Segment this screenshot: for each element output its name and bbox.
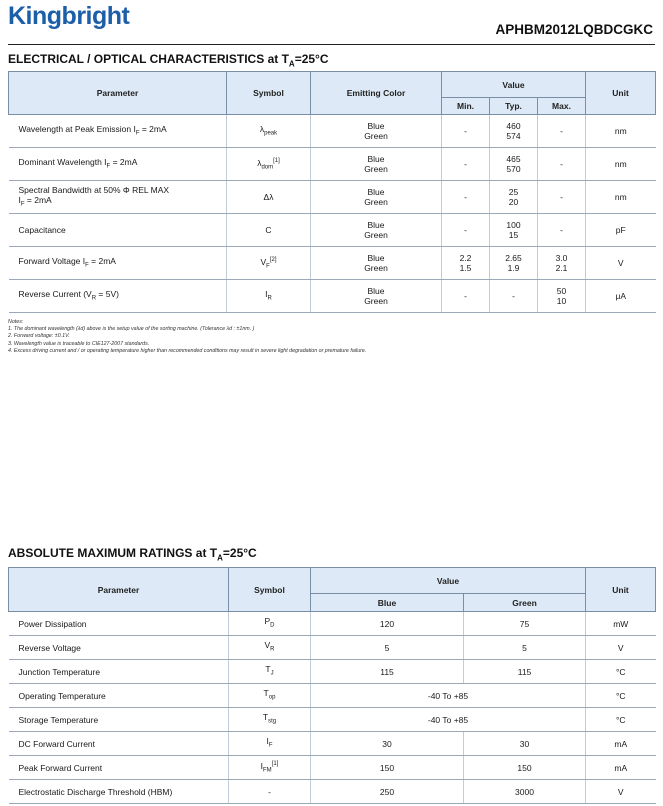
typ-cell bbox=[490, 115, 538, 148]
parameter-subscript: R bbox=[91, 295, 97, 302]
emitting-color-cell bbox=[311, 115, 442, 148]
color-blue: Blue bbox=[367, 154, 385, 164]
table-row bbox=[9, 612, 656, 636]
symbol-text: λ bbox=[259, 123, 265, 134]
electrical-characteristics-table bbox=[8, 71, 656, 313]
header-typ: Typ. bbox=[490, 98, 538, 115]
max-cell bbox=[538, 214, 586, 247]
unit-cell: nm bbox=[586, 148, 656, 181]
max-cell bbox=[538, 280, 586, 313]
unit-cell: nm bbox=[586, 181, 656, 214]
emitting-color-cell bbox=[311, 181, 442, 214]
unit-cell: mA bbox=[586, 732, 656, 756]
unit-cell: V bbox=[586, 636, 656, 660]
value-cell-merged: -40 To +85 bbox=[311, 684, 586, 708]
unit-cell: V bbox=[586, 247, 656, 280]
table-row bbox=[9, 148, 656, 181]
symbol-cell bbox=[227, 148, 311, 181]
min-value-2: 1.5 bbox=[459, 263, 472, 273]
symbol-text: - bbox=[268, 786, 271, 797]
parameter-text: Dominant Wavelength I bbox=[18, 156, 107, 167]
parameter-tail: = 5V) bbox=[96, 288, 119, 299]
parameter-cell: Reverse Voltage bbox=[9, 636, 229, 660]
table-row bbox=[9, 732, 656, 756]
max-cell bbox=[538, 181, 586, 214]
parameter-tail: = 2mA bbox=[139, 123, 167, 134]
symbol-footnote: [2] bbox=[269, 256, 277, 263]
typ-cell bbox=[490, 280, 538, 313]
header-emitting-color: Emitting Color bbox=[311, 72, 442, 115]
note-line: 2. Forward voltage: ±0.1V. bbox=[8, 333, 70, 340]
kingbright-logo: Kingbright bbox=[8, 2, 130, 30]
parameter-subscript: F bbox=[106, 163, 111, 170]
green-value-cell: 75 bbox=[464, 612, 586, 636]
max-value-1: - bbox=[560, 159, 563, 169]
symbol-cell bbox=[229, 612, 311, 636]
unit-cell: °C bbox=[586, 660, 656, 684]
symbol-text: V bbox=[260, 256, 267, 267]
unit-cell: μA bbox=[586, 280, 656, 313]
table-row bbox=[9, 115, 656, 148]
emitting-color-cell bbox=[311, 148, 442, 181]
max-value-2: 10 bbox=[556, 296, 567, 306]
symbol-cell bbox=[229, 780, 311, 804]
unit-cell: nm bbox=[586, 115, 656, 148]
parameter-cell: Peak Forward Current bbox=[9, 756, 229, 780]
parameter-cell: Operating Temperature bbox=[9, 684, 229, 708]
parameter-tail: = 2mA bbox=[110, 156, 138, 167]
green-value-cell: 5 bbox=[464, 636, 586, 660]
unit-cell: mW bbox=[586, 612, 656, 636]
parameter-subscript: F bbox=[85, 262, 89, 269]
parameter-cell bbox=[9, 115, 227, 148]
parameter-cell: Electrostatic Discharge Threshold (HBM) bbox=[9, 780, 229, 804]
typ-value-2: 570 bbox=[506, 164, 521, 174]
electrical-section-title: ELECTRICAL / OPTICAL CHARACTERISTICS at $T_A=25^\circ C$ bbox=[8, 52, 329, 69]
max-value-1: 3.0 bbox=[555, 253, 568, 263]
min-value-1: - bbox=[464, 126, 467, 136]
symbol-cell bbox=[227, 280, 311, 313]
parameter-text: Wavelength at Peak Emission I bbox=[18, 123, 136, 134]
max-value-1: 50 bbox=[556, 286, 567, 296]
note-line: 3. Wavelength value is traceable to CIE127-2007 standards. bbox=[8, 340, 150, 347]
typ-value-1: - bbox=[512, 291, 515, 301]
symbol-text: C bbox=[265, 225, 272, 235]
symbol-text: T bbox=[262, 712, 269, 723]
color-blue: Blue bbox=[367, 253, 385, 263]
value-cell-merged: -40 To +85 bbox=[311, 708, 586, 732]
color-blue: Blue bbox=[367, 286, 385, 296]
emitting-color-cell bbox=[311, 280, 442, 313]
blue-value-cell: 5 bbox=[311, 636, 464, 660]
symbol-subscript: J bbox=[270, 670, 274, 677]
symbol-subscript: R bbox=[270, 646, 275, 653]
abs-header-parameter: Parameter bbox=[9, 568, 229, 612]
min-value-1: 2.2 bbox=[459, 253, 472, 263]
symbol-cell bbox=[227, 247, 311, 280]
typ-cell bbox=[490, 214, 538, 247]
header-parameter: Parameter bbox=[9, 72, 227, 115]
parameter-text: Spectral Bandwidth at 50% Φ REL MAX bbox=[18, 184, 170, 195]
typ-value-1: 465 bbox=[506, 154, 521, 164]
note-line: Notes: bbox=[8, 319, 24, 325]
table-row bbox=[9, 708, 656, 732]
unit-cell: V bbox=[586, 780, 656, 804]
table-row bbox=[9, 660, 656, 684]
max-cell bbox=[538, 247, 586, 280]
color-green: Green bbox=[364, 164, 388, 174]
typ-cell bbox=[490, 247, 538, 280]
typ-cell bbox=[490, 181, 538, 214]
symbol-subscript: stg bbox=[268, 718, 277, 725]
note-line: 1. The dominant wavelength (λd) above is the setup value of the sorting machine. (Tolerance λd : ±1nm. ) bbox=[8, 326, 255, 333]
green-value-cell: 30 bbox=[464, 732, 586, 756]
part-number: APHBM2012LQBDCGKC bbox=[495, 22, 653, 37]
typ-value-2: 20 bbox=[508, 197, 519, 207]
table-row bbox=[9, 636, 656, 660]
header-symbol: Symbol bbox=[227, 72, 311, 115]
max-cell bbox=[538, 148, 586, 181]
blue-value-cell: 150 bbox=[311, 756, 464, 780]
symbol-cell bbox=[229, 756, 311, 780]
min-value-1: - bbox=[464, 192, 467, 202]
parameter-cell: Storage Temperature bbox=[9, 708, 229, 732]
color-green: Green bbox=[364, 131, 388, 141]
color-green: Green bbox=[364, 230, 388, 240]
table-row bbox=[9, 247, 656, 280]
symbol-cell bbox=[229, 636, 311, 660]
symbol-subscript: F bbox=[268, 742, 273, 749]
symbol-text: I bbox=[265, 288, 268, 299]
color-green: Green bbox=[364, 197, 388, 207]
symbol-subscript: R bbox=[267, 295, 272, 302]
green-value-cell: 3000 bbox=[464, 780, 586, 804]
min-value-1: - bbox=[464, 225, 467, 235]
symbol-text: I bbox=[260, 761, 264, 772]
symbol-cell bbox=[229, 732, 311, 756]
max-value-2: 2.1 bbox=[555, 263, 568, 273]
abs-header-green: Green bbox=[464, 594, 586, 612]
symbol-text: I bbox=[266, 736, 269, 747]
parameter-cell: DC Forward Current bbox=[9, 732, 229, 756]
parameter-cell bbox=[9, 214, 227, 247]
header-max: Max. bbox=[538, 98, 586, 115]
parameter-cell: Power Dissipation bbox=[9, 612, 229, 636]
max-value-1: - bbox=[560, 192, 563, 202]
symbol-text: V bbox=[264, 640, 271, 651]
unit-cell: °C bbox=[586, 684, 656, 708]
max-cell bbox=[538, 115, 586, 148]
symbol-subscript: dom bbox=[261, 164, 274, 171]
parameter-tail: = 2mA bbox=[88, 255, 116, 266]
absolute-ratings-table bbox=[8, 567, 656, 804]
max-value-1: - bbox=[560, 126, 563, 136]
min-cell bbox=[442, 214, 490, 247]
min-cell bbox=[442, 115, 490, 148]
unit-cell: pF bbox=[586, 214, 656, 247]
parameter-cell bbox=[9, 247, 227, 280]
parameter-text: Capacitance bbox=[18, 225, 66, 235]
table-row bbox=[9, 214, 656, 247]
parameter-subscript-line2: F bbox=[20, 201, 25, 208]
symbol-subscript: F bbox=[266, 263, 270, 270]
symbol-text: T bbox=[263, 688, 269, 699]
color-blue: Blue bbox=[367, 187, 385, 197]
parameter-cell bbox=[9, 148, 227, 181]
min-cell bbox=[442, 247, 490, 280]
abs-header-value: Value bbox=[311, 568, 586, 594]
typ-value-2: 1.9 bbox=[507, 263, 520, 273]
min-cell bbox=[442, 148, 490, 181]
emitting-color-cell bbox=[311, 214, 442, 247]
typ-value-1: 2.65 bbox=[505, 253, 522, 263]
symbol-text: T bbox=[265, 664, 271, 675]
typ-value-2: 15 bbox=[508, 230, 519, 240]
symbol-text: λ bbox=[257, 157, 262, 168]
note-line: 4. Excess driving current and / or operating temperature higher than recommended conditions may result in severe light degradation or premature failure. bbox=[8, 347, 367, 354]
blue-value-cell: 30 bbox=[311, 732, 464, 756]
blue-value-cell: 120 bbox=[311, 612, 464, 636]
header-divider bbox=[8, 44, 655, 45]
parameter-subscript: F bbox=[135, 130, 140, 137]
table-row bbox=[9, 780, 656, 804]
symbol-cell bbox=[229, 708, 311, 732]
unit-cell: °C bbox=[586, 708, 656, 732]
symbol-cell bbox=[229, 660, 311, 684]
typ-value-2: 574 bbox=[506, 131, 521, 141]
blue-value-cell: 115 bbox=[311, 660, 464, 684]
parameter-text-line2: I bbox=[18, 194, 21, 205]
typ-value-1: 25 bbox=[508, 187, 519, 197]
min-value-1: - bbox=[464, 291, 467, 301]
table-row bbox=[9, 684, 656, 708]
color-blue: Blue bbox=[367, 220, 385, 230]
typ-cell bbox=[490, 148, 538, 181]
table-row bbox=[9, 756, 656, 780]
min-value-1: - bbox=[464, 159, 467, 169]
emitting-color-cell bbox=[311, 247, 442, 280]
symbol-cell bbox=[229, 684, 311, 708]
green-value-cell: 150 bbox=[464, 756, 586, 780]
parameter-text: Forward Voltage I bbox=[18, 255, 86, 266]
parameter-cell bbox=[9, 280, 227, 313]
color-green: Green bbox=[364, 263, 388, 273]
abs-header-symbol: Symbol bbox=[229, 568, 311, 612]
parameter-cell bbox=[9, 181, 227, 214]
max-value-1: - bbox=[560, 225, 563, 235]
typ-value-1: 460 bbox=[506, 121, 521, 131]
abs-header-unit: Unit bbox=[586, 568, 656, 612]
header-min: Min. bbox=[442, 98, 490, 115]
symbol-cell bbox=[227, 115, 311, 148]
symbol-cell bbox=[227, 214, 311, 247]
abs-header-blue: Blue bbox=[311, 594, 464, 612]
parameter-cell: Junction Temperature bbox=[9, 660, 229, 684]
symbol-text: P bbox=[264, 616, 271, 627]
symbol-subscript: op bbox=[268, 694, 276, 701]
min-cell bbox=[442, 181, 490, 214]
symbol-cell bbox=[227, 181, 311, 214]
blue-value-cell: 250 bbox=[311, 780, 464, 804]
min-cell bbox=[442, 280, 490, 313]
symbol-subscript: D bbox=[270, 622, 275, 629]
color-blue: Blue bbox=[367, 121, 385, 131]
symbol-subscript: FM bbox=[263, 767, 272, 774]
symbol-subscript: peak bbox=[264, 130, 278, 137]
table-row bbox=[9, 280, 656, 313]
header-unit: Unit bbox=[586, 72, 656, 115]
symbol-footnote: [1] bbox=[273, 157, 280, 164]
typ-value-1: 100 bbox=[506, 220, 521, 230]
header-value: Value bbox=[442, 72, 586, 98]
parameter-text: Reverse Current (V bbox=[18, 288, 92, 299]
unit-cell: mA bbox=[586, 756, 656, 780]
absolute-ratings-title: ABSOLUTE MAXIMUM RATINGS at $T_A=25^\circ C$ bbox=[8, 546, 257, 563]
notes bbox=[8, 319, 366, 355]
green-value-cell: 115 bbox=[464, 660, 586, 684]
symbol-text: Δλ bbox=[263, 192, 274, 202]
parameter-tail-line2: = 2mA bbox=[24, 194, 52, 205]
color-green: Green bbox=[364, 296, 388, 306]
table-row bbox=[9, 181, 656, 214]
symbol-footnote: [1] bbox=[271, 761, 279, 768]
